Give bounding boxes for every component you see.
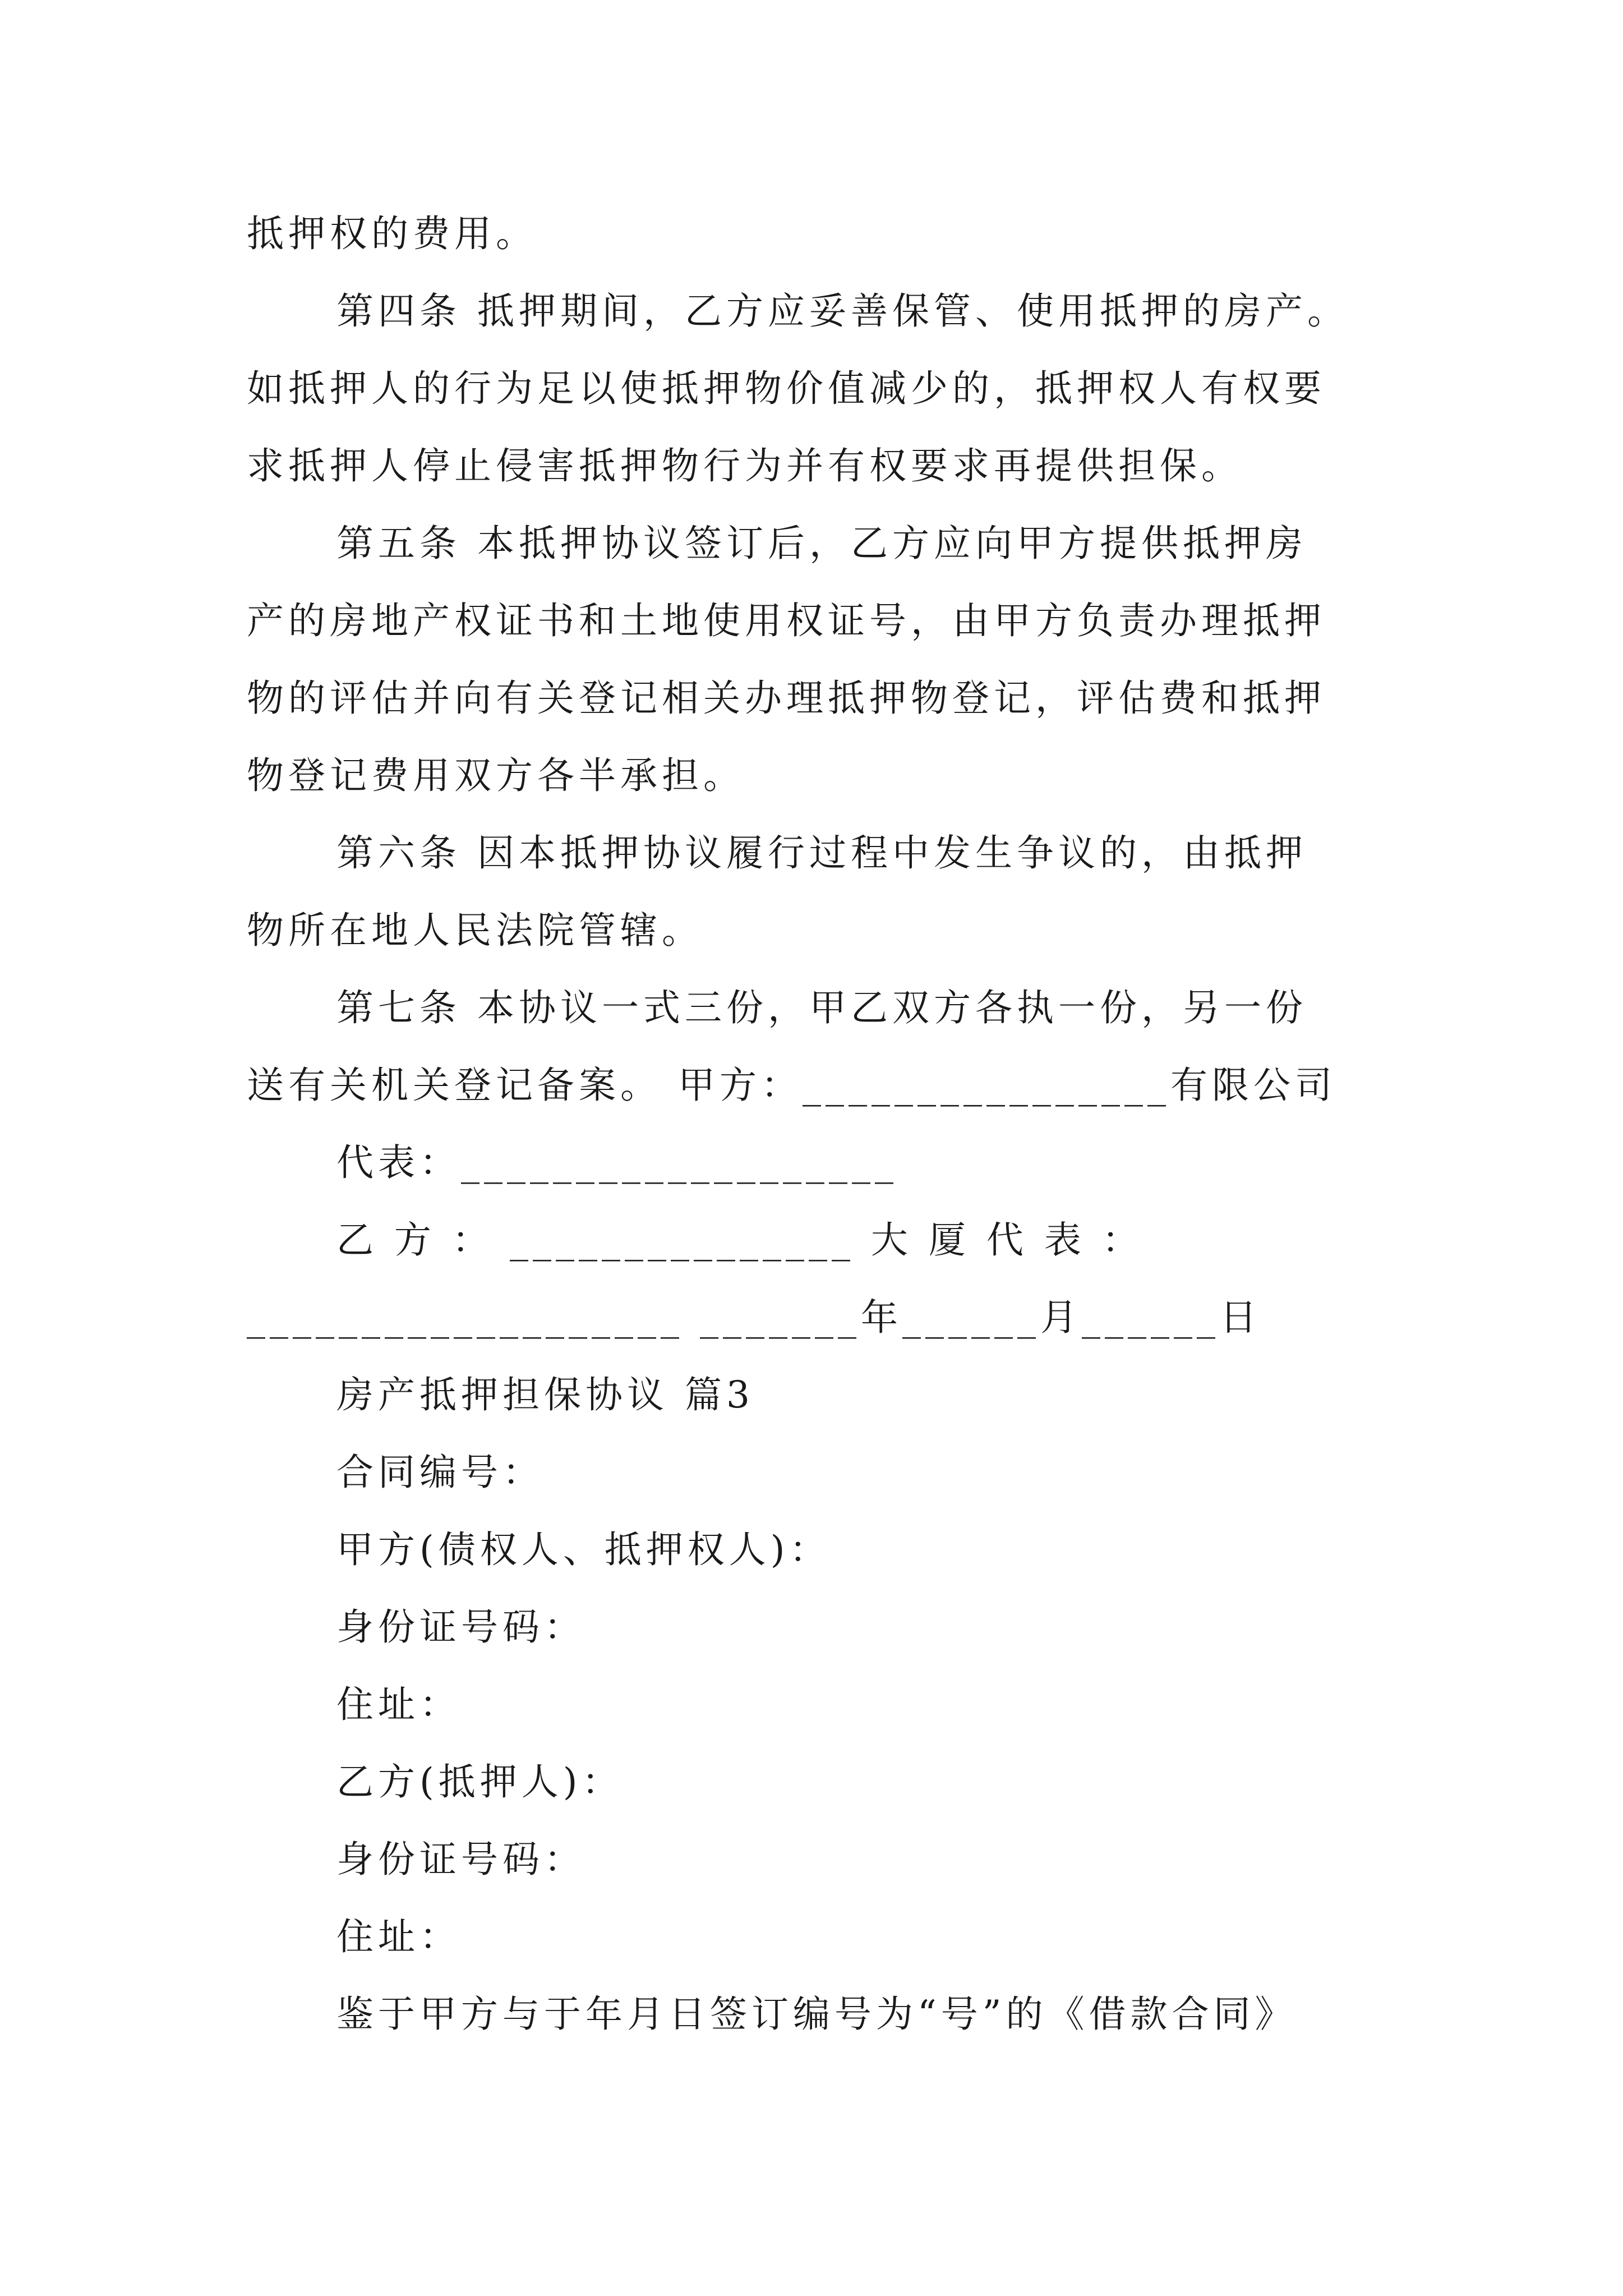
id-number-label: 身份证号码：: [336, 1605, 585, 1649]
party-a-label: 甲方(债权人、抵押权人)：: [336, 1528, 831, 1571]
section-title: 房产抵押担保协议 篇3: [336, 1373, 754, 1416]
text-line: 抵押权的费用。: [247, 212, 537, 255]
article-7-heading-line: 第七条 本协议一式三份，甲乙双方各执一份，另一份: [336, 986, 1307, 1029]
representative-line: 代表：___________________: [336, 1141, 898, 1184]
text-line: 物的评估并向有关登记相关办理抵押物登记，评估费和抵押: [247, 677, 1326, 720]
contract-number-label: 合同编号：: [336, 1451, 544, 1494]
text-line: 求抵押人停止侵害抵押物行为并有权要求再提供担保。: [247, 444, 1243, 487]
party-b-label: 乙方(抵押人)：: [336, 1760, 624, 1803]
text-line: 如抵押人的行为足以使抵押物价值减少的，抵押权人有权要: [247, 367, 1326, 410]
preamble-line: 鉴于甲方与于年月日签订编号为“号”的《借款合同》: [336, 1993, 1297, 2036]
id-number-label: 身份证号码：: [336, 1838, 585, 1881]
text-line: 产的房地产权证书和土地使用权证号，由甲方负责办理抵押: [247, 599, 1326, 642]
article-4-heading-line: 第四条 抵押期间，乙方应妥善保管、使用抵押的房产。: [336, 289, 1349, 333]
text-line: 物登记费用双方各半承担。: [247, 754, 745, 797]
address-label: 住址：: [336, 1683, 461, 1726]
date-line: ___________________ _______年______月______日: [247, 1296, 1261, 1339]
article-6-heading-line: 第六条 因本抵押协议履行过程中发生争议的，由抵押: [336, 831, 1307, 875]
party-a-signature-line: 送有关机关登记备案。 甲方：________________有限公司: [247, 1064, 1336, 1107]
address-label: 住址：: [336, 1915, 461, 1958]
article-5-heading-line: 第五条 本抵押协议签订后，乙方应向甲方提供抵押房: [336, 522, 1307, 565]
party-b-signature-line: 乙 方 ： _______________ 大 厦 代 表 ：: [336, 1218, 1144, 1262]
text-line: 物所在地人民法院管辖。: [247, 909, 703, 952]
